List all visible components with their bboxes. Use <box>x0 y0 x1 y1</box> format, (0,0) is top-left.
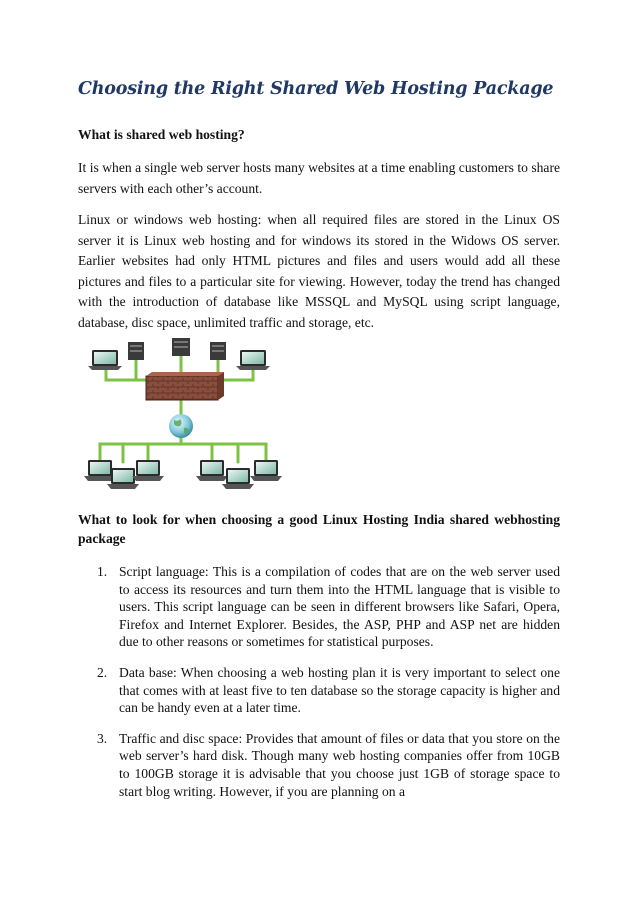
paragraph-linux-windows: Linux or windows web hosting: when all required files are stored in the Linux OS server it is Linux web hosting and for windows its stored in the Widows OS server. Earlier websites had only HTML pictures and files and users would add all these pictures and files to a particular site for viewing. However, today the trend has changed with the introduction of database like MSSQL and MySQL using script language, database, disc space, unlimited traffic and storage, etc. <box>78 212 560 330</box>
globe-icon <box>169 414 193 438</box>
network-illustration <box>78 336 288 500</box>
list-item-text: Traffic and disc space: Provides that amount of files or data that you store on the web server’s hard disk. Though many web hosting companies offer from 10GB to 100GB storage it is advisable that you choose just 1GB of storage space to start blog writing. However, if you are planning on a <box>119 730 560 799</box>
bottom-laptop-row <box>84 460 282 489</box>
bottom-laptop-4-icon <box>196 460 228 481</box>
list-item <box>78 563 560 651</box>
top-laptop-right-icon <box>236 350 270 370</box>
list-item <box>78 730 560 800</box>
list-item-text: Data base: When choosing a web hosting plan it is very important to select one that comes with at least five to ten database so the storage capacity is higher and can be handy even at a later time. <box>119 664 560 716</box>
list-item-number: 1. <box>97 564 108 579</box>
criteria-list <box>78 563 560 800</box>
bottom-laptop-5-icon <box>222 468 254 489</box>
top-server-left-icon <box>128 342 144 360</box>
top-laptop-left-icon <box>88 350 122 370</box>
network-diagram-image <box>78 336 288 500</box>
document-title: Choosing the Right Shared Web Hosting Package <box>78 79 554 99</box>
section-heading-shared-hosting: What is shared web hosting? <box>78 127 245 142</box>
top-server-right-icon <box>210 342 226 360</box>
firewall-icon <box>146 372 224 400</box>
list-item-text: Script language: This is a compilation of codes that are on the web server used to access its resources and turn them into the HTML language that is visible to users. This script language can be seen in different browsers like Safari, Opera, Firefox and Internet Explorer. Besides, the ASP, PHP and ASP net are hidden due to other reasons or sometimes for statistical purposes. <box>119 564 560 650</box>
paragraph-definition: It is when a single web server hosts many websites at a time enabling customers to share servers with each other’s account. <box>78 160 560 196</box>
list-item <box>78 664 560 717</box>
section-heading-choosing-package: What to look for when choosing a good Linux Hosting India shared webhosting package <box>78 512 560 546</box>
list-item-number: 3. <box>97 730 108 746</box>
top-server-center-icon <box>172 338 190 356</box>
list-item-number: 2. <box>97 664 108 680</box>
bottom-laptop-3-icon <box>132 460 164 481</box>
bottom-laptop-6-icon <box>250 460 282 481</box>
